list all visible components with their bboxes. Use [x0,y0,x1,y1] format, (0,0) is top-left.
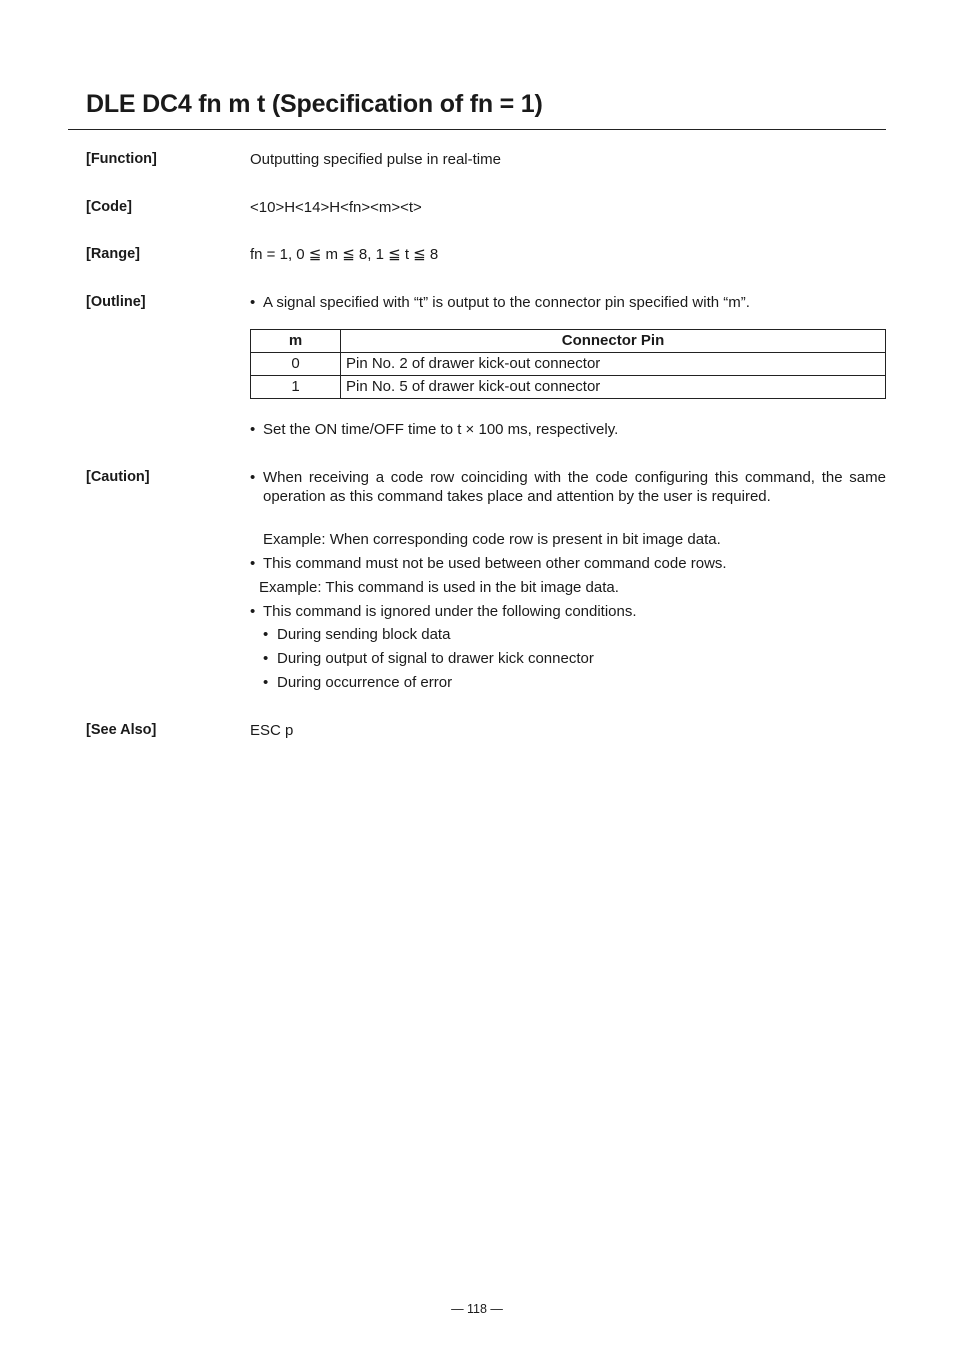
outline-label: [Outline] [86,294,146,310]
see-also-text: ESC p [250,722,294,739]
bullet-dot: • [263,674,269,691]
bullet-dot: • [250,469,256,486]
connector-pin-table [250,329,886,399]
page-number: — 118 — [451,1302,503,1316]
condition-item [263,649,883,668]
title-rule [68,129,886,130]
function-text: Outputting specified pulse in real-time [250,151,501,168]
condition-item-text: During occurrence of error [277,674,453,691]
page-title: DLE DC4 fn m t (Specification of fn = 1) [86,90,543,118]
table-header-row [251,330,886,353]
outline-bullet-2 [250,420,886,439]
caution-bullet-1 [250,468,886,506]
condition-item [263,673,883,692]
caution-example-1: Example: When corresponding code row is present in bit image data. [263,531,721,548]
caution-bullet-1-text: When receiving a code row coinciding with the code configuring this command, the same operation as this command takes place and attention by the user is required. [263,469,886,505]
outline-bullet-2-text: Set the ON time/OFF time to t × 100 ms, respectively. [263,421,619,438]
outline-bullet-1 [250,293,886,312]
bullet-dot: • [250,294,256,311]
table-row [251,376,886,399]
table-cell-pin: Pin No. 5 of drawer kick-out connector [341,376,886,399]
see-also-label: [See Also] [86,722,157,738]
table-cell-pin: Pin No. 2 of drawer kick-out connector [341,353,886,376]
outline-bullet-1-text: A signal specified with “t” is output to the connector pin specified with “m”. [263,294,750,311]
condition-item [263,625,883,644]
table-cell-m: 0 [251,353,341,376]
bullet-dot: • [250,603,256,620]
table-header-m: m [251,330,341,353]
table-row [251,353,886,376]
bullet-dot: • [263,650,269,667]
condition-item-text: During sending block data [277,626,451,643]
range-label: [Range] [86,246,140,262]
condition-item-text: During output of signal to drawer kick connector [277,650,594,667]
caution-bullet-2-text: This command must not be used between other command code rows. [263,555,727,572]
table-header-connector-pin: Connector Pin [341,330,886,353]
caution-example-2: Example: This command is used in the bit image data. [259,579,619,596]
bullet-dot: • [263,626,269,643]
caution-label: [Caution] [86,469,150,485]
bullet-dot: • [250,421,256,438]
caution-bullet-3-text: This command is ignored under the following conditions. [263,603,637,620]
caution-bullet-2 [250,554,886,573]
caution-bullet-3 [250,602,886,621]
range-text: fn = 1, 0 ≦ m ≦ 8, 1 ≦ t ≦ 8 [250,246,439,263]
code-label: [Code] [86,199,132,215]
bullet-dot: • [250,555,256,572]
function-label: [Function] [86,151,157,167]
table-cell-m: 1 [251,376,341,399]
code-text: <10>H<14>H<fn><m><t> [250,199,422,216]
